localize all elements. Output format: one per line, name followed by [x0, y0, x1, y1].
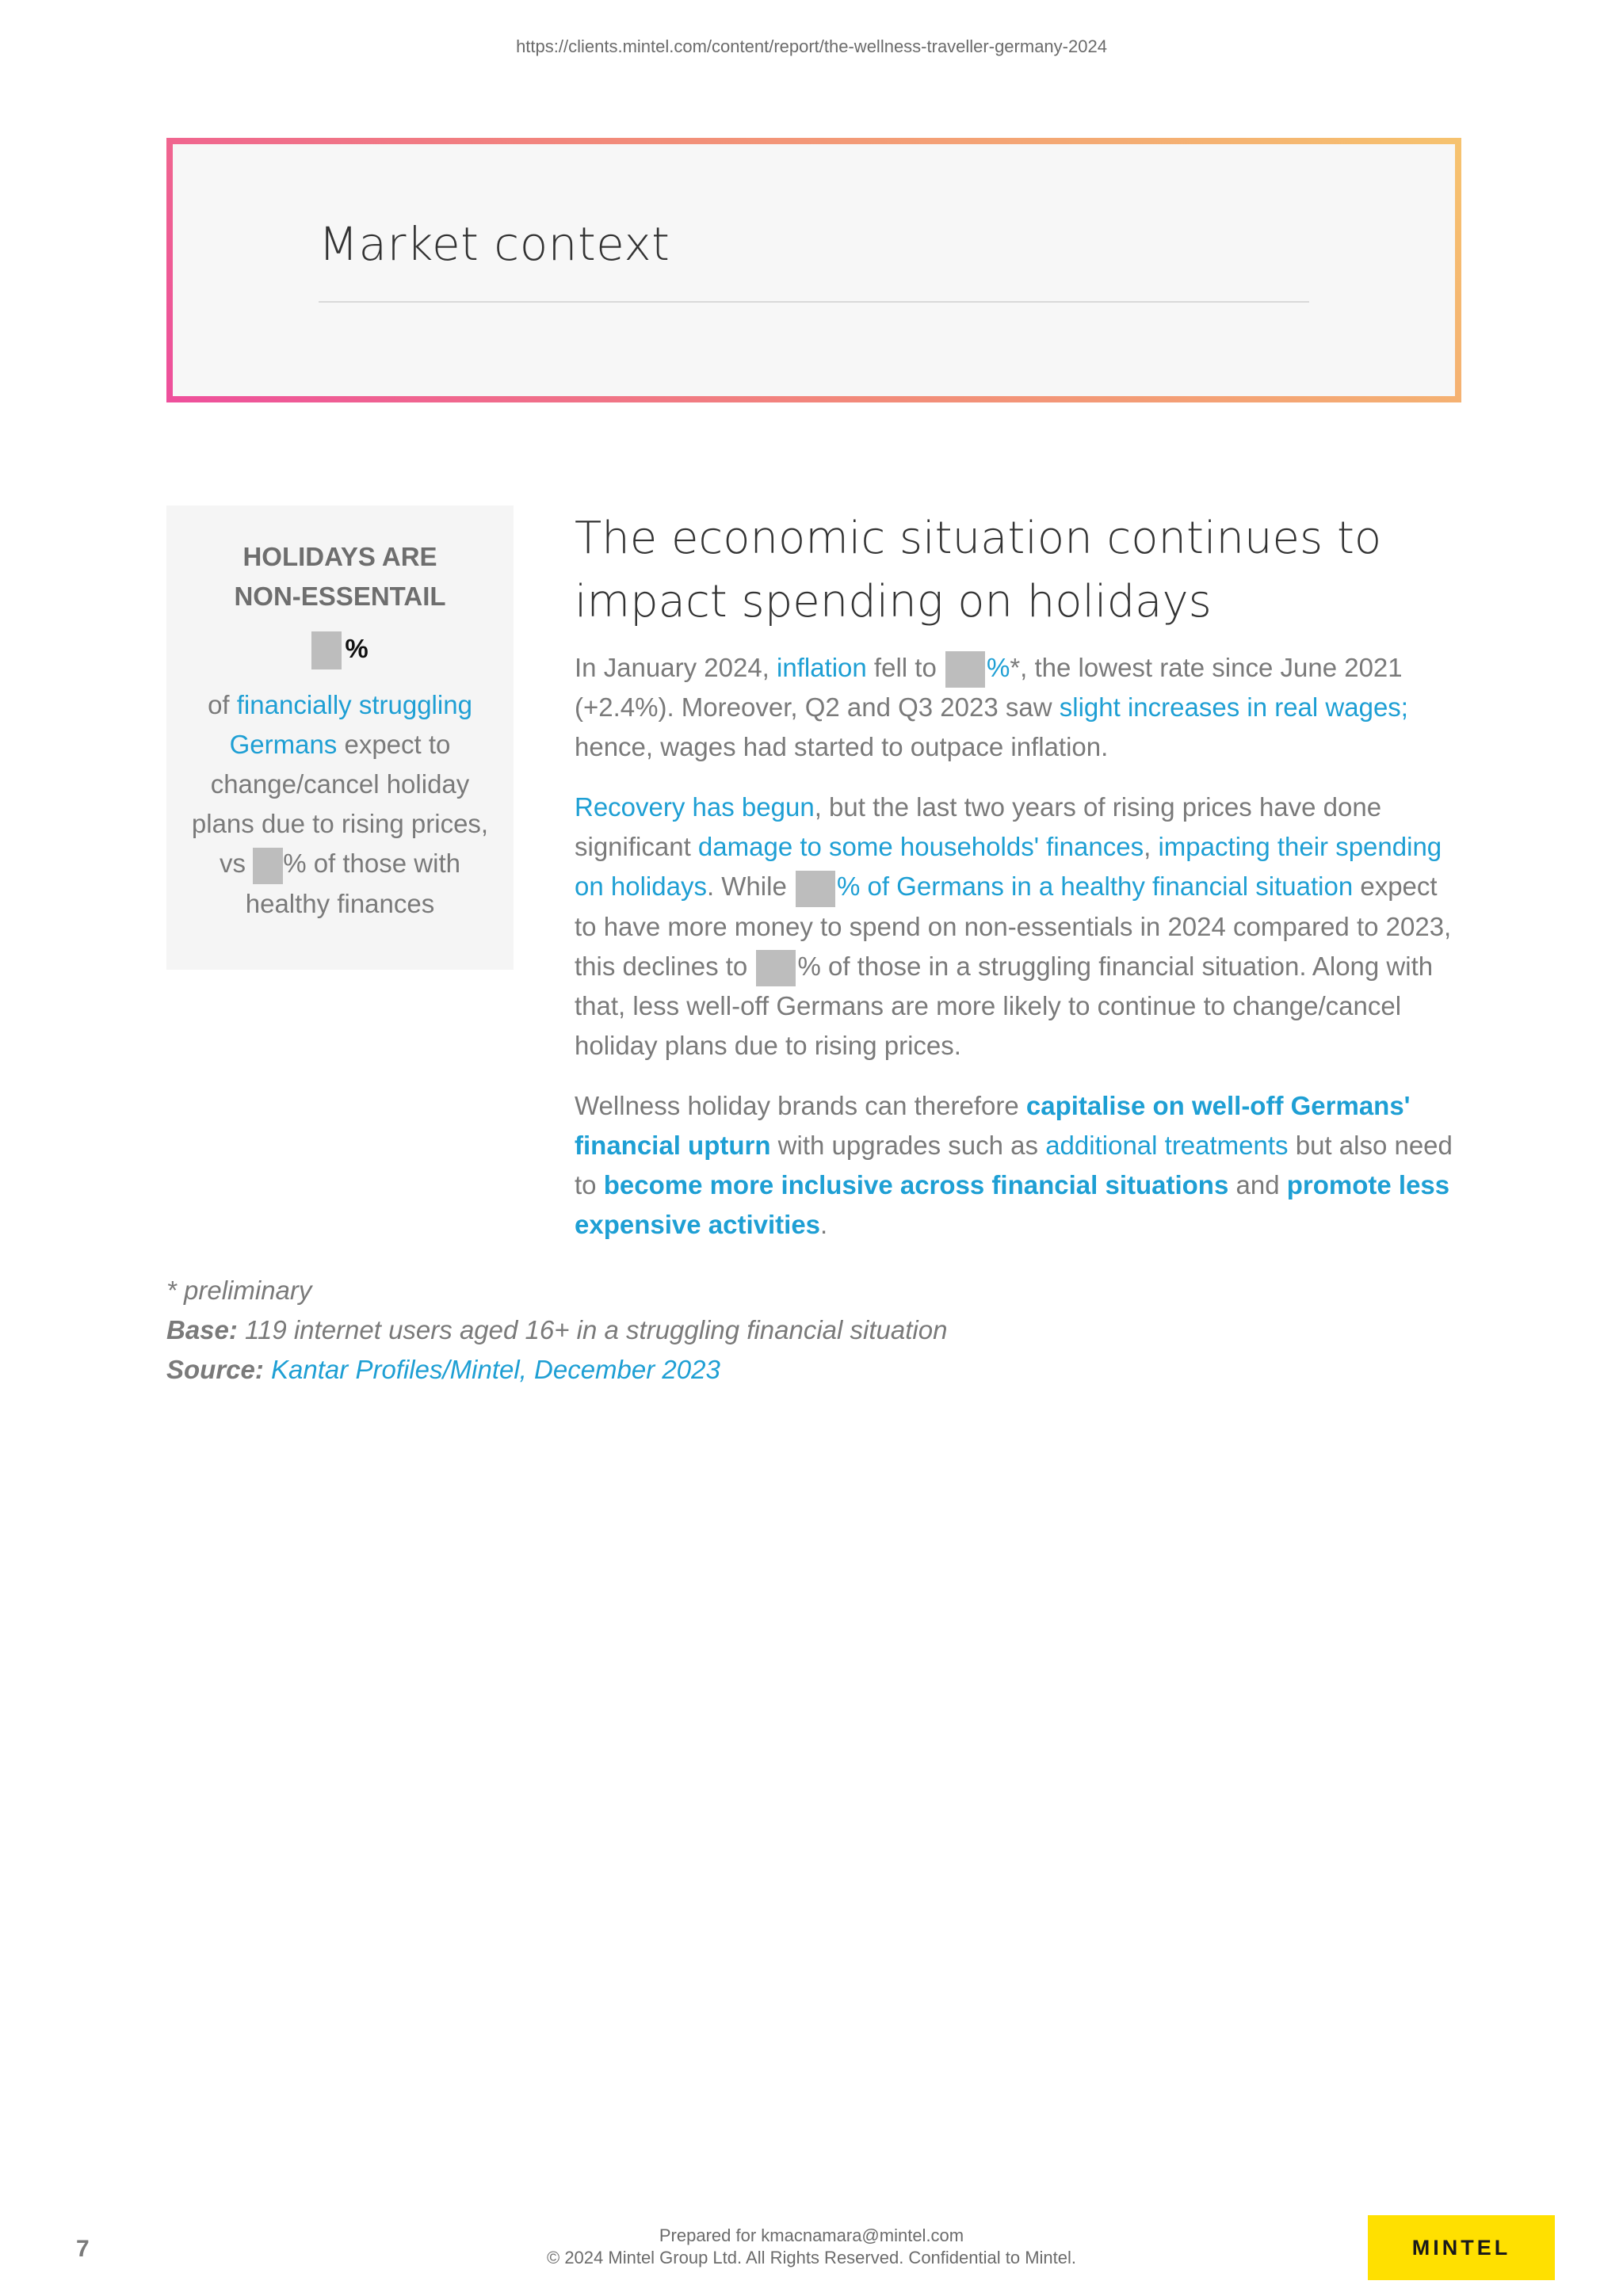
article-title: The economic situation continues to impact spending on holidays: [575, 513, 1382, 627]
less-expensive-link[interactable]: promote less expensive activities: [575, 1169, 1450, 1239]
text: but also need to: [575, 1130, 1453, 1199]
text: with upgrades such as: [770, 1130, 1046, 1160]
text: ,: [1144, 832, 1159, 862]
base-note: [166, 1310, 947, 1350]
section-title: Market context: [319, 217, 670, 271]
mintel-logo: MINTEL: [1368, 2215, 1555, 2280]
sidebar-text-pre: of: [208, 690, 237, 720]
page-number: 7: [76, 2236, 90, 2262]
text: fell to: [866, 653, 944, 682]
inflation-link[interactable]: inflation: [777, 653, 867, 682]
banner-panel: [173, 144, 1455, 396]
text: % of those in a struggling financial situation. Along with that, less well-off Germans are more likely to continue to change/cancel holiday plans due to rising prices.: [575, 951, 1434, 1060]
text: *, the lowest rate since June 2021 (+2.4%). Moreover, Q2 and Q3 2023 saw: [575, 653, 1403, 723]
sidebar-heading-line1: HOLIDAYS ARE: [242, 542, 437, 571]
sidebar-stat: [166, 629, 514, 669]
sidebar-text: [166, 685, 514, 923]
base-text: 119 internet users aged 16+ in a struggling financial situation: [237, 1315, 948, 1344]
text: .: [820, 1209, 828, 1239]
banner-divider: [319, 301, 1309, 303]
text: and: [1228, 1169, 1287, 1199]
inclusive-link[interactable]: become more inclusive across financial situations: [603, 1169, 1229, 1199]
text: expect to have more money to spend on non-essentials in 2024 compared to 2023, this declines to: [575, 871, 1452, 981]
sidebar-text-mid: expect to change/cancel holiday plans due to rising prices, vs: [191, 730, 489, 879]
text: , but the last two years of rising prices have done significant: [575, 792, 1382, 862]
footnotes: [166, 1271, 947, 1390]
base-label: Base:: [166, 1315, 238, 1344]
sidebar-text-post: % of those with healthy finances: [245, 849, 460, 918]
redacted-value: [253, 848, 283, 884]
redacted-value: [756, 950, 796, 986]
prepared-for: Prepared for kmacnamara@mintel.com: [659, 2225, 964, 2245]
page-url: https://clients.mintel.com/content/report/the-wellness-traveller-germany-2024: [516, 36, 1107, 56]
redacted-value: [796, 871, 835, 907]
real-wages-link[interactable]: slight increases in real wages;: [1059, 692, 1408, 723]
healthy-financial-link[interactable]: % of Germans in a healthy financial situation: [836, 871, 1354, 902]
main-content: [575, 507, 1466, 1265]
household-finances-link[interactable]: damage to some households' finances: [697, 832, 1144, 862]
text: hence, wages had started to outpace inflation.: [575, 732, 1109, 762]
source-note: [166, 1350, 947, 1390]
paragraph-1: [575, 648, 1466, 767]
stat-suffix: %: [345, 634, 369, 663]
redacted-value: [311, 631, 342, 669]
text: Wellness holiday brands can therefore: [575, 1090, 1026, 1120]
preliminary-note: * preliminary: [166, 1276, 312, 1305]
sidebar-heading: [166, 537, 514, 616]
copyright: © 2024 Mintel Group Ltd. All Rights Reserved. Confidential to Mintel.: [547, 2248, 1076, 2267]
financial-upturn-link[interactable]: capitalise on well-off Germans' financial upturn: [575, 1090, 1411, 1160]
holiday-spending-link[interactable]: impacting their spending on holidays: [575, 832, 1442, 902]
source-link[interactable]: Kantar Profiles/Mintel, December 2023: [271, 1355, 720, 1384]
paragraph-3: [575, 1086, 1466, 1245]
paragraph-2: [575, 788, 1466, 1066]
source-label: Source:: [166, 1355, 264, 1384]
additional-treatments-link[interactable]: additional treatments: [1045, 1130, 1289, 1160]
sidebar-heading-line2: NON-ESSENTAIL: [234, 582, 446, 611]
sidebar-link[interactable]: financially struggling Germans: [229, 690, 472, 760]
text: In January 2024,: [575, 653, 777, 682]
percent-link[interactable]: %: [986, 653, 1010, 682]
key-stat-sidebar: [166, 505, 514, 970]
section-banner: [166, 138, 1461, 402]
text: . While: [706, 871, 794, 902]
recovery-link[interactable]: Recovery has begun: [575, 792, 815, 822]
redacted-value: [945, 651, 985, 688]
